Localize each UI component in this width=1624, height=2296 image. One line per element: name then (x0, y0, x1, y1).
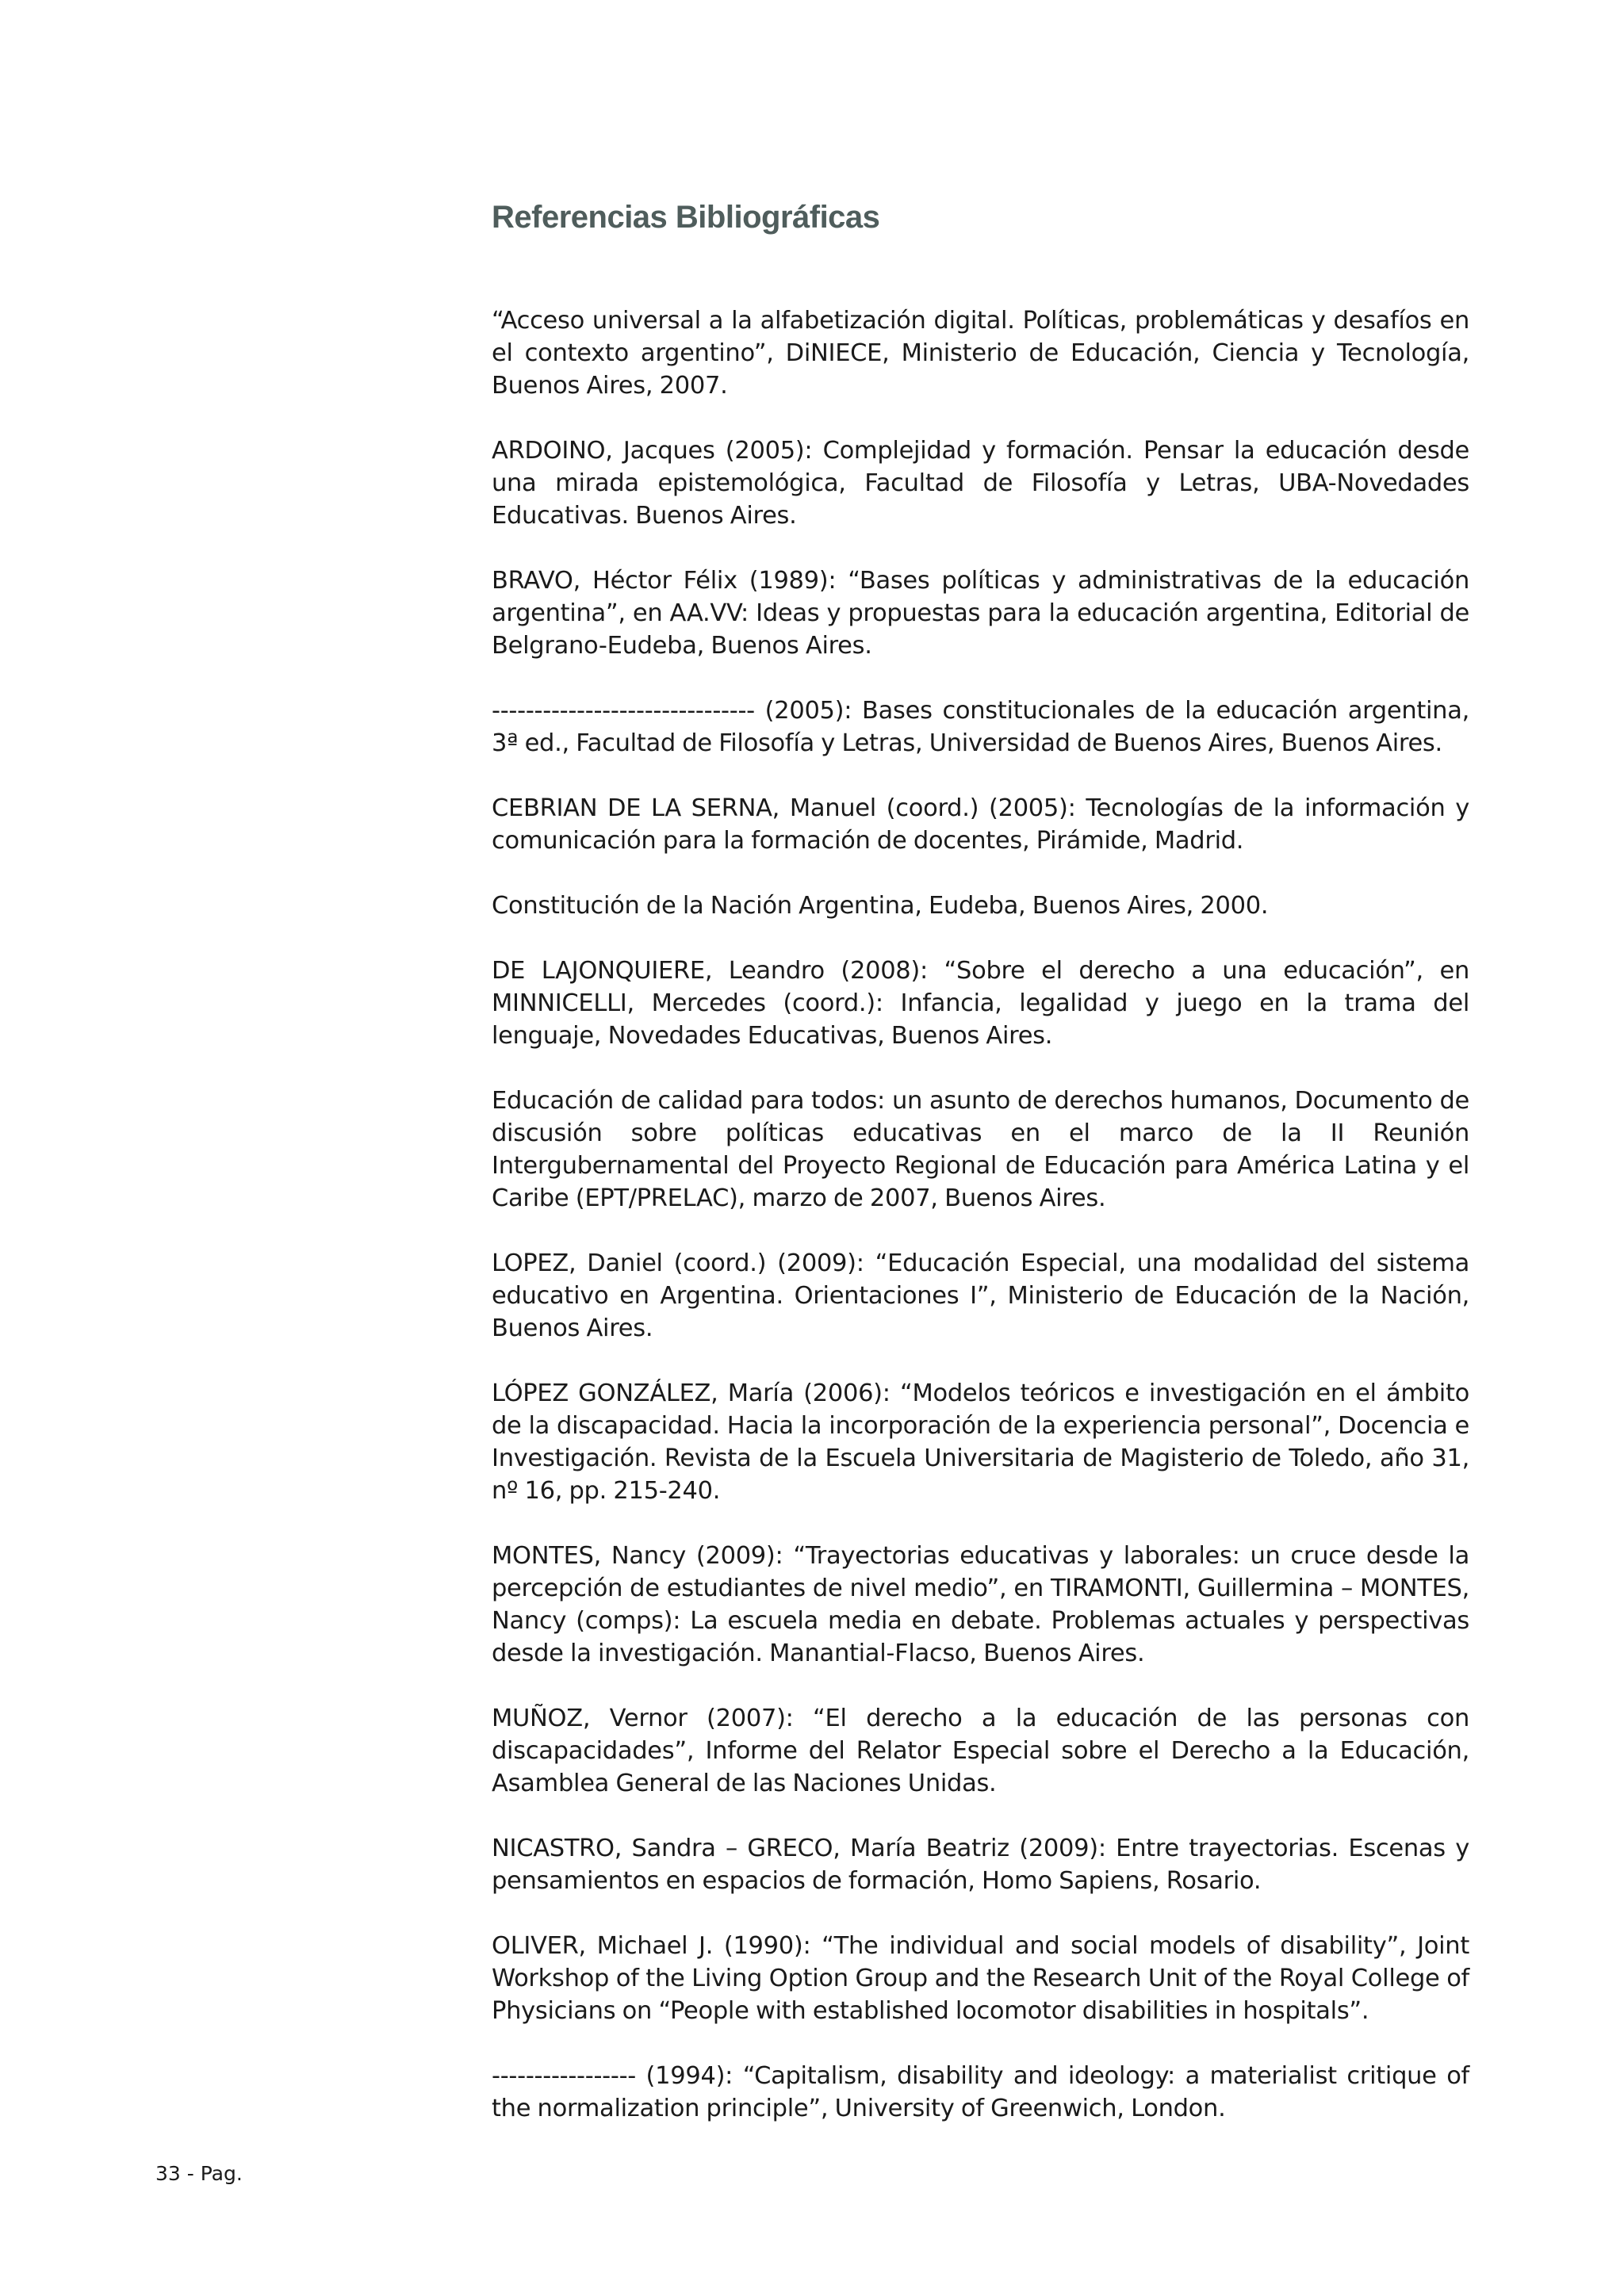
reference-entry: LÓPEZ GONZÁLEZ, María (2006): “Modelos teóricos e investigación en el ámbito de la discapacidad. Hacia la incorporación de la experiencia personal”, Docencia e Investigación. Revista de la Escuela Universitaria de Magisterio de Toledo, año 31, nº 16, pp. 215-240. (492, 1380, 1469, 1505)
reference-entry: BRAVO, Héctor Félix (1989): “Bases políticas y administrativas de la educación argentina”, en AA.VV: Ideas y propuestas para la educación argentina, Editorial de Belgrano-Eudeba, Buenos Aires. (492, 567, 1469, 660)
reference-entry: CEBRIAN DE LA SERNA, Manuel (coord.) (2005): Tecnologías de la información y comunicación para la formación de docentes, Pirámide, Madrid. (492, 794, 1469, 855)
reference-entry: ----------------- (1994): “Capitalism, disability and ideology: a materialist critique of the normalization principle”, University of Greenwich, London. (492, 2062, 1469, 2122)
reference-entry: DE LAJONQUIERE, Leandro (2008): “Sobre el derecho a una educación”, en MINNICELLI, Mercedes (coord.): Infancia, legalidad y juego en la trama del lenguaje, Novedades Educativas, Buenos Aires. (492, 957, 1469, 1050)
reference-entry: “Acceso universal a la alfabetización digital. Políticas, problemáticas y desafíos en el contexto argentino”, DiNIECE, Ministerio de Educación, Ciencia y Tecnología, Buenos Aires, 2007. (492, 307, 1469, 400)
reference-entry: NICASTRO, Sandra – GRECO, María Beatriz (2009): Entre trayectorias. Escenas y pensamientos en espacios de formación, Homo Sapiens, Rosario. (492, 1835, 1469, 1895)
reference-entry: Educación de calidad para todos: un asunto de derechos humanos, Documento de discusión sobre políticas educativas en el marco de la II Reunión Intergubernamental del Proyecto Regional de Educación para América Latina y el Caribe (EPT/PRELAC), marzo de 2007, Buenos Aires. (492, 1087, 1469, 1212)
reference-entry: OLIVER, Michael J. (1990): “The individual and social models of disability”, Joint Workshop of the Living Option Group and the Research Unit of the Royal College of Physicians on “People with established locomotor disabilities in hospitals”. (492, 1932, 1469, 2025)
section-heading: Referencias Bibliográficas (492, 200, 880, 235)
reference-entry: MUÑOZ, Vernor (2007): “El derecho a la educación de las personas con discapacidades”, Informe del Relator Especial sobre el Derecho a la Educación, Asamblea General de las Naciones Unidas. (492, 1705, 1469, 1797)
page-number: 33 - Pag. (155, 2162, 243, 2185)
reference-entry: LOPEZ, Daniel (coord.) (2009): “Educación Especial, una modalidad del sistema educativo en Argentina. Orientaciones I”, Ministerio de Educación de la Nación, Buenos Aires. (492, 1249, 1469, 1342)
reference-entry: ------------------------------- (2005): Bases constitucionales de la educación argentina, 3ª ed., Facultad de Filosofía y Letras, Universidad de Buenos Aires, Buenos Aires. (492, 697, 1469, 757)
reference-entry: MONTES, Nancy (2009): “Trayectorias educativas y laborales: un cruce desde la percepción de estudiantes de nivel medio”, en TIRAMONTI, Guillermina – MONTES, Nancy (comps): La escuela media en debate. Problemas actuales y perspectivas desde la investigación. Manantial-Flacso, Buenos Aires. (492, 1542, 1469, 1667)
reference-list (492, 304, 1469, 2157)
reference-entry: ARDOINO, Jacques (2005): Complejidad y formación. Pensar la educación desde una mirada epistemológica, Facultad de Filosofía y Letras, UBA-Novedades Educativas. Buenos Aires. (492, 437, 1469, 530)
reference-entry: Constitución de la Nación Argentina, Eudeba, Buenos Aires, 2000. (492, 892, 1269, 920)
